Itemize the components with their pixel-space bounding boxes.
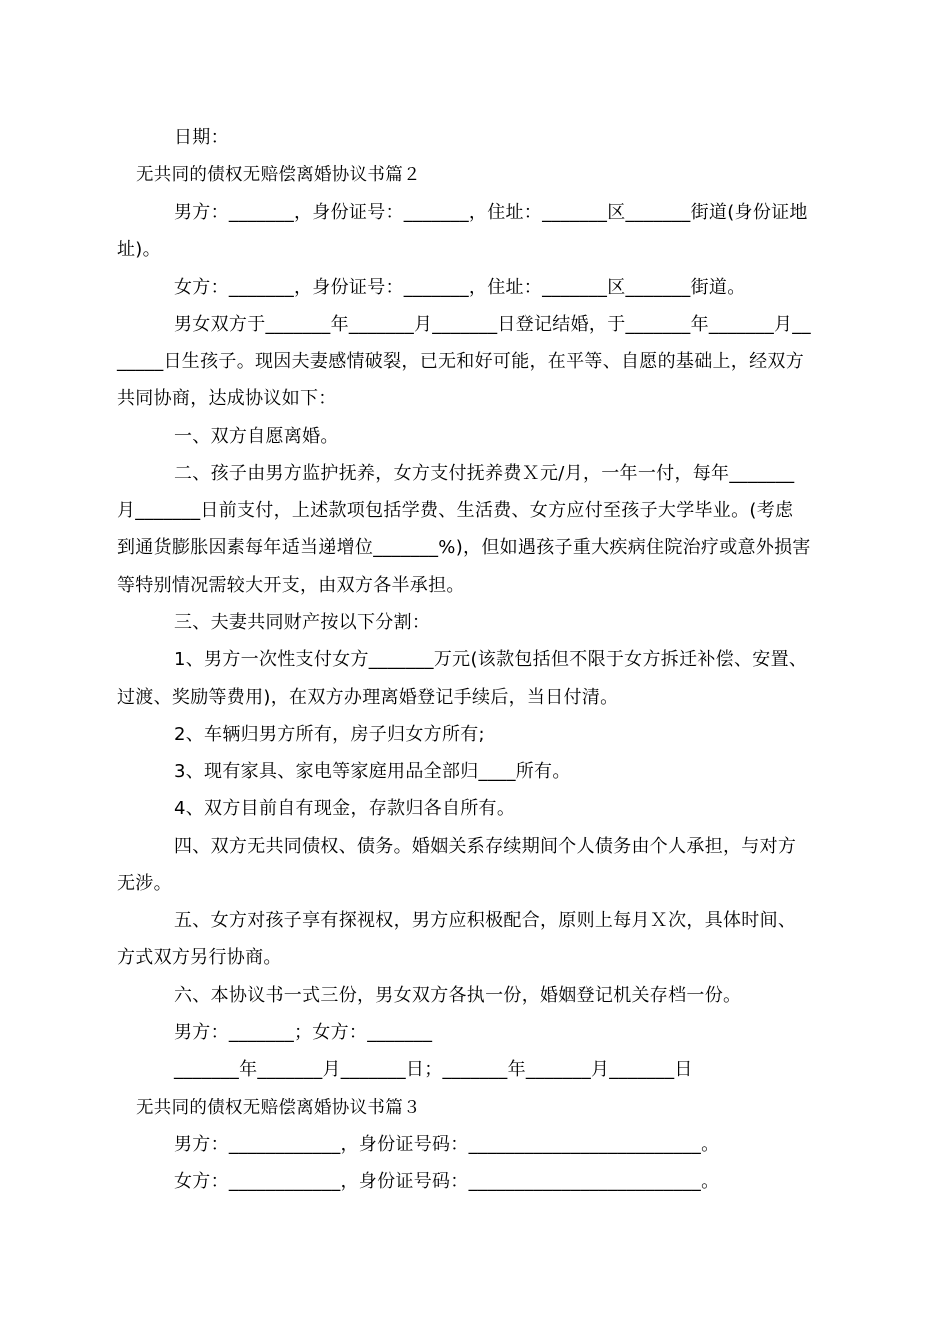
clause-3-item-1-line-2: 过渡、奖励等费用)，在双方办理离婚登记手续后，当日付清。	[117, 687, 619, 708]
clause-2-line-3: 到通货膨胀因素每年适当递增位_______%)，但如遇孩子重大疾病住院治疗或意外损害	[117, 537, 811, 558]
intro-line-1: 男女双方于_______年_______月_______日登记结婚，于_______年_______月__	[174, 314, 811, 335]
clause-4-line-2: 无涉。	[117, 873, 172, 894]
clause-5-line-2: 方式双方另行协商。	[117, 947, 282, 968]
clause-2-line-1: 二、孩子由男方监护抚养，女方支付抚养费Ｘ元/月，一年一付，每年_______	[174, 463, 795, 484]
clause-2-line-4: 等特别情况需较大开支，由双方各半承担。	[117, 575, 465, 596]
clause-3: 三、夫妻共同财产按以下分割：	[174, 612, 431, 633]
section2-title: 无共同的债权无赔偿离婚协议书篇２	[136, 165, 421, 185]
clause-3-item-4: 4、双方目前自有现金，存款归各自所有。	[174, 798, 516, 819]
male-info-line-1: 男方：_______，身份证号：_______，住址：_______区_______街道(身份证地	[174, 202, 808, 223]
clause-3-item-1-line-1: 1、男方一次性支付女方_______万元(该款包括但不限于女方拆迁补偿、安置、	[174, 649, 808, 670]
intro-line-2: _____日生孩子。现因夫妻感情破裂，已无和好可能，在平等、自愿的基础上，经双方	[117, 351, 804, 372]
signature-line: 男方：_______；女方：_______	[174, 1022, 433, 1043]
male-info-line-2: 址)。	[117, 239, 161, 260]
clause-6: 六、本协议书一式三份，男女双方各执一份，婚姻登记机关存档一份。	[174, 985, 742, 1006]
clause-5-line-1: 五、女方对孩子享有探视权，男方应积极配合，原则上每月Ｘ次，具体时间、	[174, 910, 797, 931]
clause-3-item-3: 3、现有家具、家电等家庭用品全部归____所有。	[174, 761, 571, 782]
signature-date-line: _______年_______月_______日；_______年_______月_______日	[174, 1059, 693, 1080]
female-info-line: 女方：_______，身份证号：_______，住址：_______区_______街道。	[174, 277, 746, 298]
section3-title: 无共同的债权无赔偿离婚协议书篇３	[136, 1098, 421, 1118]
clause-4-line-1: 四、双方无共同债权、债务。婚姻关系存续期间个人债务由个人承担，与对方	[174, 836, 797, 857]
intro-line-3: 共同协商，达成协议如下：	[117, 388, 337, 409]
clause-3-item-2: 2、车辆归男方所有，房子归女方所有;	[174, 724, 485, 745]
date-label: 日期：	[174, 127, 229, 148]
clause-2-line-2: 月_______日前支付，上述款项包括学费、生活费、女方应付至孩子大学毕业。(考虑	[117, 500, 794, 521]
section3-female-line: 女方：____________，身份证号码：_________________________。	[174, 1171, 720, 1192]
clause-1: 一、双方自愿离婚。	[174, 426, 339, 447]
section3-male-line: 男方：____________，身份证号码：_________________________。	[174, 1134, 720, 1155]
